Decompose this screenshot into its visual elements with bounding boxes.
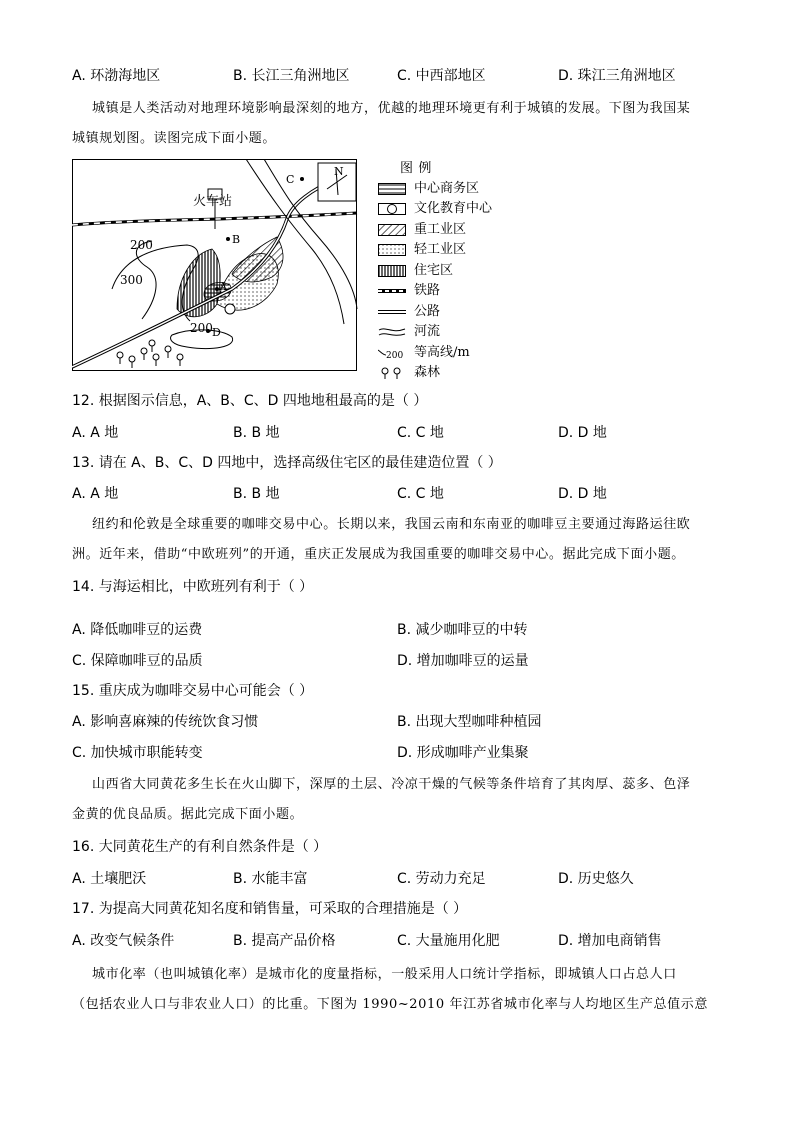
legend-label: 公路 [414,304,441,319]
q16-option-d: D. 历史悠久 [558,871,634,887]
q13-stem: 13. 请在 A、B、C、D 四地中，选择高级住宅区的最佳建造位置（ ） [72,455,502,471]
q12-stem: 12. 根据图示信息，A、B、C、D 四地地租最高的是（ ） [72,393,428,409]
point-c-label: C [286,173,295,186]
legend-title: 图 例 [400,161,432,176]
legend-label: 森林 [414,365,441,380]
town-planning-map [72,159,372,371]
q12-option-b: B. B 地 [233,425,280,441]
q17-option-a: A. 改变气候条件 [72,933,175,949]
passage1-line1: 城镇是人类活动对地理环境影响最深刻的地方，优越的地理环境更有利于城镇的发展。下图为我国某 [92,101,691,116]
station-label: 火车站 [193,194,233,209]
contour-label-1: 200 [130,238,153,252]
q12-option-a: A. A 地 [72,425,119,441]
contour-icon [378,347,406,359]
q11-option-b: B. 长江三角洲地区 [233,68,350,84]
q17-option-b: B. 提高产品价格 [233,933,336,949]
q13-option-c: C. C 地 [397,486,444,502]
q17-stem: 17. 为提高大同黄花知名度和销售量，可采取的合理措施是（ ） [72,901,468,917]
q15-stem: 15. 重庆成为咖啡交易中心可能会（ ） [72,683,314,699]
education-center-icon [378,203,406,215]
q16-option-c: C. 劳动力充足 [397,871,486,887]
q16-stem: 16. 大同黄花生产的有利自然条件是（ ） [72,839,328,855]
passage3-line2: 金黄的优良品质。据此完成下面小题。 [72,807,304,822]
legend-label: 铁路 [414,283,441,298]
q15-option-b: B. 出现大型咖啡种植园 [397,714,542,730]
legend-label: 住宅区 [414,263,454,278]
passage4-line2: （包括农业人口与非农业人口）的比重。下图为 1990~2010 年江苏省城市化率与人均地区生产总值示意 [72,997,708,1012]
passage3-line1: 山西省大同黄花多生长在火山脚下，深厚的土层、冷凉干燥的气候等条件培育了其肉厚、蕊多、色泽 [92,777,691,792]
heavy-industry-swatch [378,224,406,236]
contour-label-2: 300 [120,273,143,287]
q14-option-a: A. 降低咖啡豆的运费 [72,622,203,638]
q14-option-d: D. 增加咖啡豆的运量 [397,653,529,669]
q12-option-d: D. D 地 [558,425,607,441]
q13-option-b: B. B 地 [233,486,280,502]
q14-option-b: B. 减少咖啡豆的中转 [397,622,528,638]
passage1-line2: 城镇规划图。读图完成下面小题。 [72,131,277,146]
q13-option-d: D. D 地 [558,486,607,502]
point-d-label: D [212,326,221,339]
q11-option-a: A. 环渤海地区 [72,68,161,84]
point-b-label: B [232,233,241,246]
river-icon [378,326,406,338]
q12-option-c: C. C 地 [397,425,444,441]
contour-label-3: 200 [190,321,213,335]
point-a-label: A [219,280,227,293]
q13-option-a: A. A 地 [72,486,119,502]
q16-option-b: B. 水能丰富 [233,871,308,887]
light-industry-swatch [378,244,406,256]
q17-option-c: C. 大量施用化肥 [397,933,500,949]
q11-option-c: C. 中西部地区 [397,68,486,84]
legend-label: 重工业区 [414,222,467,237]
forest-icon [378,367,406,379]
legend-label: 等高线/m [414,345,470,360]
q17-option-d: D. 增加电商销售 [558,933,662,949]
cbd-swatch [378,183,406,195]
railway-icon [378,285,406,297]
q11-option-d: D. 珠江三角洲地区 [558,68,676,84]
legend-label: 中心商务区 [414,181,480,196]
q14-option-c: C. 保障咖啡豆的品质 [72,653,203,669]
residential-swatch [378,265,406,277]
legend-contour-value: 200 [386,351,404,359]
passage4-line1: 城市化率（也叫城镇化率）是城市化的度量指标，一般采用人口统计学指标，即城镇人口占总人口 [92,967,677,982]
passage2-line2: 洲。近年来，借助“中欧班列”的开通，重庆正发展成为我国重要的咖啡交易中心。据此完成下面小题。 [72,547,685,562]
passage2-line1: 纽约和伦敦是全球重要的咖啡交易中心。长期以来，我国云南和东南亚的咖啡豆主要通过海路运往欧 [92,517,691,532]
q15-option-a: A. 影响喜麻辣的传统饮食习惯 [72,714,259,730]
q15-option-c: C. 加快城市职能转变 [72,745,203,761]
legend-label: 轻工业区 [414,242,467,257]
q15-option-d: D. 形成咖啡产业集聚 [397,745,529,761]
highway-icon [378,306,406,318]
q14-stem: 14. 与海运相比，中欧班列有利于（ ） [72,579,314,595]
legend-label: 文化教育中心 [414,201,493,216]
north-label: N [334,165,344,178]
q16-option-a: A. 土壤肥沃 [72,871,147,887]
legend-label: 河流 [414,324,441,339]
